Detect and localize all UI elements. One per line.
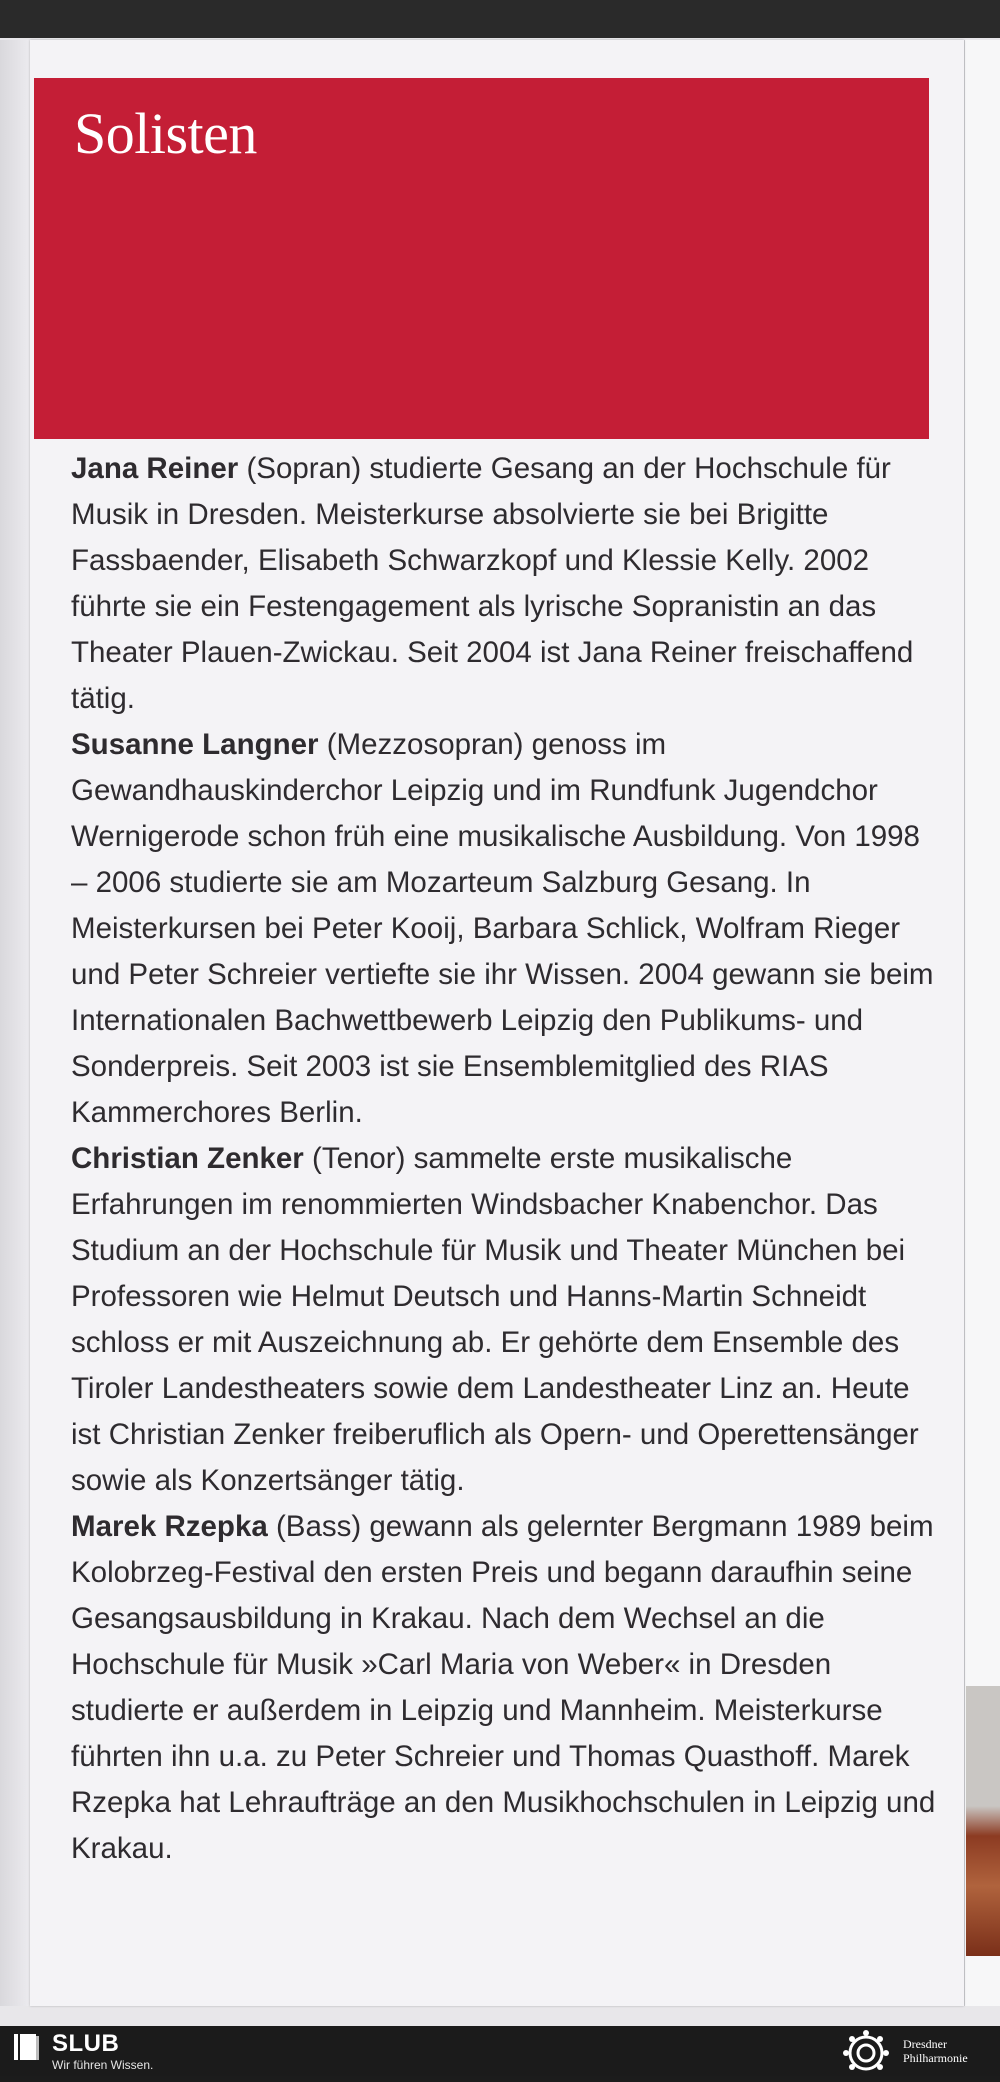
bio-text: (Mezzosopran) genoss im Gewandhauskinderchor Leipzig und im Rundfunk Jugendchor Wernigerode schon früh eine musikalische Ausbildung. Von 1998 – 2006 studierte sie am Mozarteum Salzburg Gesang. In Meisterkursen bei Peter Kooij, Barbara Schlick, Wolfram Rieger und Peter Schreier vertiefte sie ihr Wissen. 2004 gewann sie beim Internationalen Bachwettbewerb Leipzig den Publikums- und Sonderpreis. Seit 2003 ist sie Ensemblemitglied des RIAS Kammerchores Berlin. (71, 728, 934, 1129)
bio-paragraph (71, 446, 941, 722)
soloist-name: Christian Zenker (71, 1142, 304, 1175)
dresdner-philharmonie-logo-icon (842, 2029, 890, 2077)
soloist-name: Marek Rzepka (71, 1510, 268, 1543)
bio-paragraph (71, 722, 941, 1136)
footer-bar (0, 2026, 1000, 2076)
slub-tagline: Wir führen Wissen. (52, 2058, 154, 2072)
soloist-name: Susanne Langner (71, 728, 319, 761)
soloist-bios (71, 446, 941, 1872)
bio-paragraph (71, 1136, 941, 1504)
bio-text: (Tenor) sammelte erste musikalische Erfahrungen im renommierten Windsbacher Knabenchor. Das Studium an der Hochschule für Musik und Theater München bei Professoren wie Helmut Deutsch und Hanns-Martin Schneidt schloss er mit Auszeichnung ab. Er gehörte dem Ensemble des Tiroler Landestheaters sowie dem Landestheater Linz an. Heute ist Christian Zenker freiberuflich als Opern- und Operettensänger sowie als Konzertsänger tätig. (71, 1142, 919, 1497)
bio-paragraph (71, 1504, 941, 1872)
soloist-name: Jana Reiner (71, 452, 239, 485)
dresdner-philharmonie-wordmark (903, 2037, 968, 2065)
book-icon (12, 2032, 40, 2062)
partner-line-1: Dresdner (903, 2037, 947, 2051)
bio-text: (Sopran) studierte Gesang an der Hochschule für Musik in Dresden. Meisterkurse absolvierte sie bei Brigitte Fassbaender, Elisabeth Schwarzkopf und Klessie Kelly. 2002 führte sie ein Festengagement als lyrische Sopranistin an das Theater Plauen-Zwickau. Seit 2004 ist Jana Reiner freischaffend tätig. (71, 452, 914, 715)
page-title: Solisten (74, 101, 257, 166)
page-edge-left (0, 40, 30, 2006)
partner-line-2: Philharmonie (903, 2051, 968, 2065)
header-band (34, 78, 929, 439)
next-page-photo-fragment (966, 1686, 1000, 1956)
slub-logo-text: SLUB (52, 2030, 120, 2057)
bio-text: (Bass) gewann als gelernter Bergmann 1989 beim Kolobrzeg-Festival den ersten Preis und begann daraufhin seine Gesangsausbildung in Krakau. Nach dem Wechsel an die Hochschule für Musik »Carl Maria von Weber« in Dresden studierte er außerdem in Leipzig und Mannheim. Meisterkurse führten ihn u.a. zu Peter Schreier und Thomas Quasthoff. Marek Rzepka hat Lehraufträge an den Musikhochschulen in Leipzig und Krakau. (71, 1510, 936, 1865)
